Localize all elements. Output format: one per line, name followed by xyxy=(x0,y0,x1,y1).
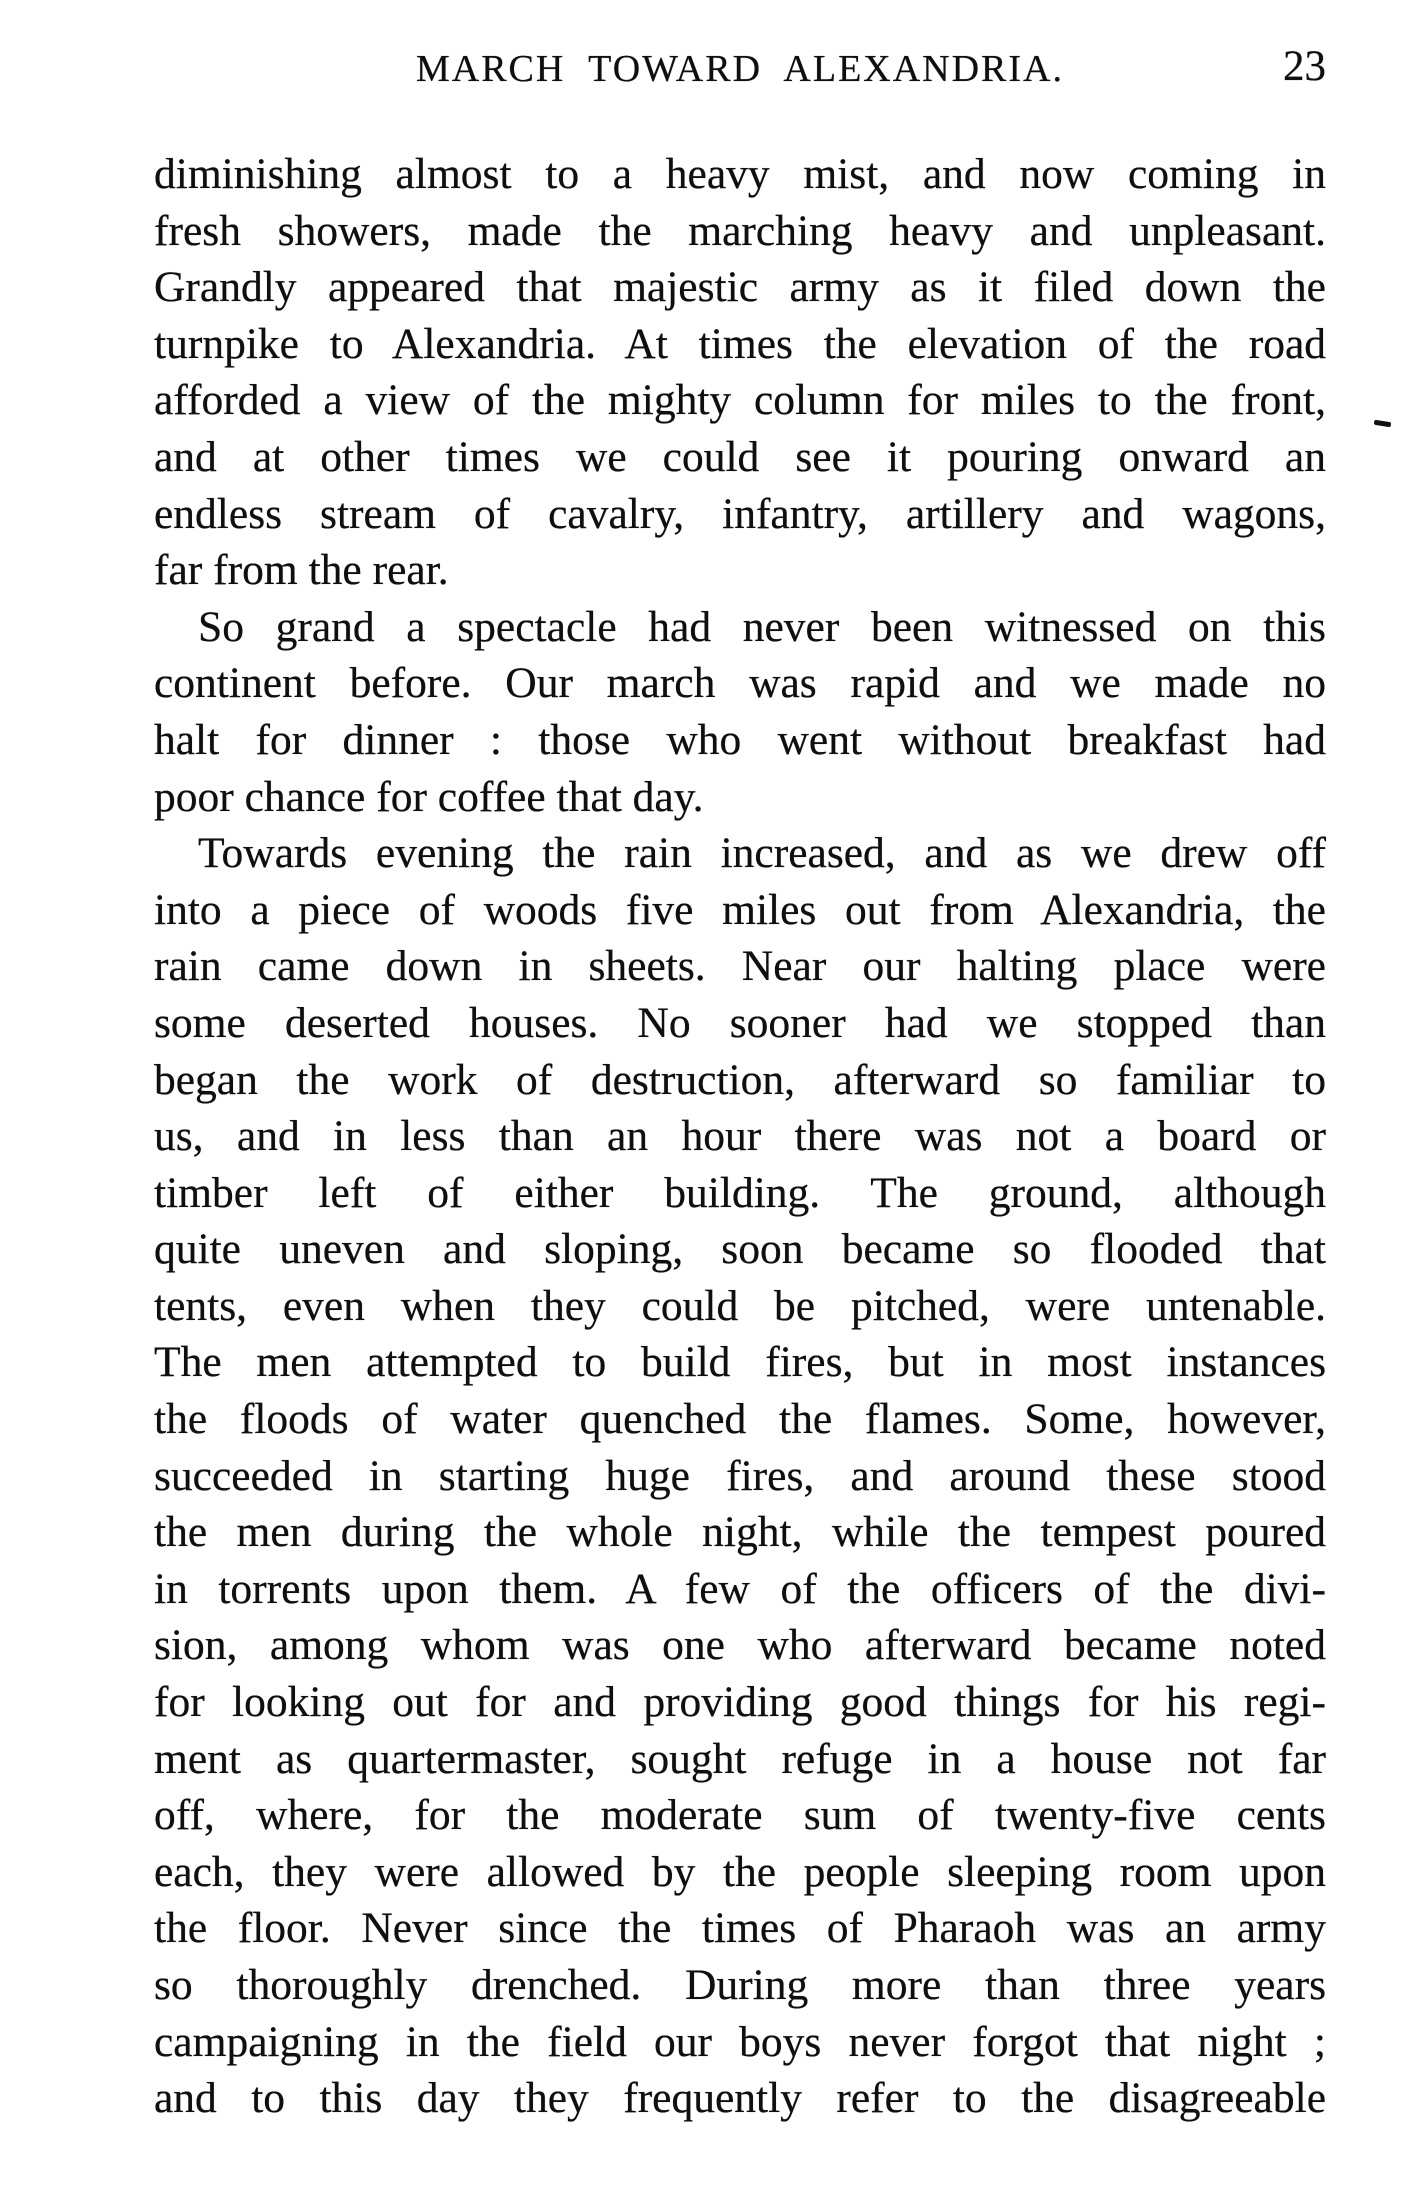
text-line: off, where, for the moderate sum of twenty-five cents xyxy=(154,1791,1326,1840)
text-line: and to this day they frequently refer to the disagreeable xyxy=(154,2074,1326,2123)
text-line: the floods of water quenched the flames. Some, however, xyxy=(154,1395,1326,1444)
paragraph xyxy=(154,599,1326,825)
text-line: fresh showers, made the marching heavy and unpleasant. xyxy=(154,206,1326,255)
text-line: The men attempted to build fires, but in most instances xyxy=(154,1338,1326,1387)
text-line: so thoroughly drenched. During more than three years xyxy=(154,1961,1326,2009)
text-line: continent before. Our march was rapid and we made no xyxy=(154,659,1326,708)
body-text xyxy=(154,146,1326,2127)
text-line: timber left of either building. The ground, although xyxy=(154,1168,1326,1217)
text-line: endless stream of cavalry, infantry, artillery and wagons, xyxy=(154,489,1326,538)
text-line: for looking out for and providing good things for his regi- xyxy=(154,1678,1326,1727)
page-number: 23 xyxy=(1283,43,1326,90)
text-line: tents, even when they could be pitched, were untenable. xyxy=(154,1281,1326,1330)
text-line: rain came down in sheets. Near our halting place were xyxy=(154,942,1326,991)
text-line: into a piece of woods five miles out from Alexandria, the xyxy=(154,885,1326,934)
text-line: So grand a spectacle had never been witnessed on this xyxy=(198,602,1326,651)
text-line: campaigning in the field our boys never forgot that night ; xyxy=(154,2017,1326,2066)
text-line: halt for dinner : those who went without breakfast had xyxy=(154,715,1326,764)
text-line: sion, among whom was one who afterward became noted xyxy=(154,1621,1326,1670)
text-line: Towards evening the rain increased, and as we drew off xyxy=(198,829,1326,878)
text-line: diminishing almost to a heavy mist, and now coming in xyxy=(154,150,1326,198)
text-line: began the work of destruction, afterward so familiar to xyxy=(154,1055,1326,1104)
ink-mark-artifact xyxy=(1374,420,1392,428)
text-line: the floor. Never since the times of Pharaoh was an army xyxy=(154,1904,1326,1953)
paragraph xyxy=(154,146,1326,599)
text-line: far from the rear. xyxy=(154,546,449,595)
text-line: ment as quartermaster, sought refuge in a house not far xyxy=(154,1734,1326,1783)
text-line: Grandly appeared that majestic army as it filed down the xyxy=(154,263,1326,312)
text-line: the men during the whole night, while the tempest poured xyxy=(154,1508,1326,1557)
text-line: succeeded in starting huge fires, and around these stood xyxy=(154,1451,1326,1500)
paragraph xyxy=(154,825,1326,2127)
running-header-title: MARCH TOWARD ALEXANDRIA. xyxy=(415,48,1064,90)
text-line: turnpike to Alexandria. At times the elevation of the road xyxy=(154,319,1326,368)
text-line: and at other times we could see it pouring onward an xyxy=(154,432,1326,481)
text-line: some deserted houses. No sooner had we stopped than xyxy=(154,998,1326,1047)
text-line: in torrents upon them. A few of the officers of the divi- xyxy=(154,1564,1326,1613)
text-line: poor chance for coffee that day. xyxy=(154,772,704,821)
text-line: us, and in less than an hour there was not a board or xyxy=(154,1112,1326,1161)
text-line: quite uneven and sloping, soon became so flooded that xyxy=(154,1225,1326,1274)
text-line: afforded a view of the mighty column for miles to the front, xyxy=(154,376,1326,425)
text-line: each, they were allowed by the people sleeping room upon xyxy=(154,1847,1326,1896)
